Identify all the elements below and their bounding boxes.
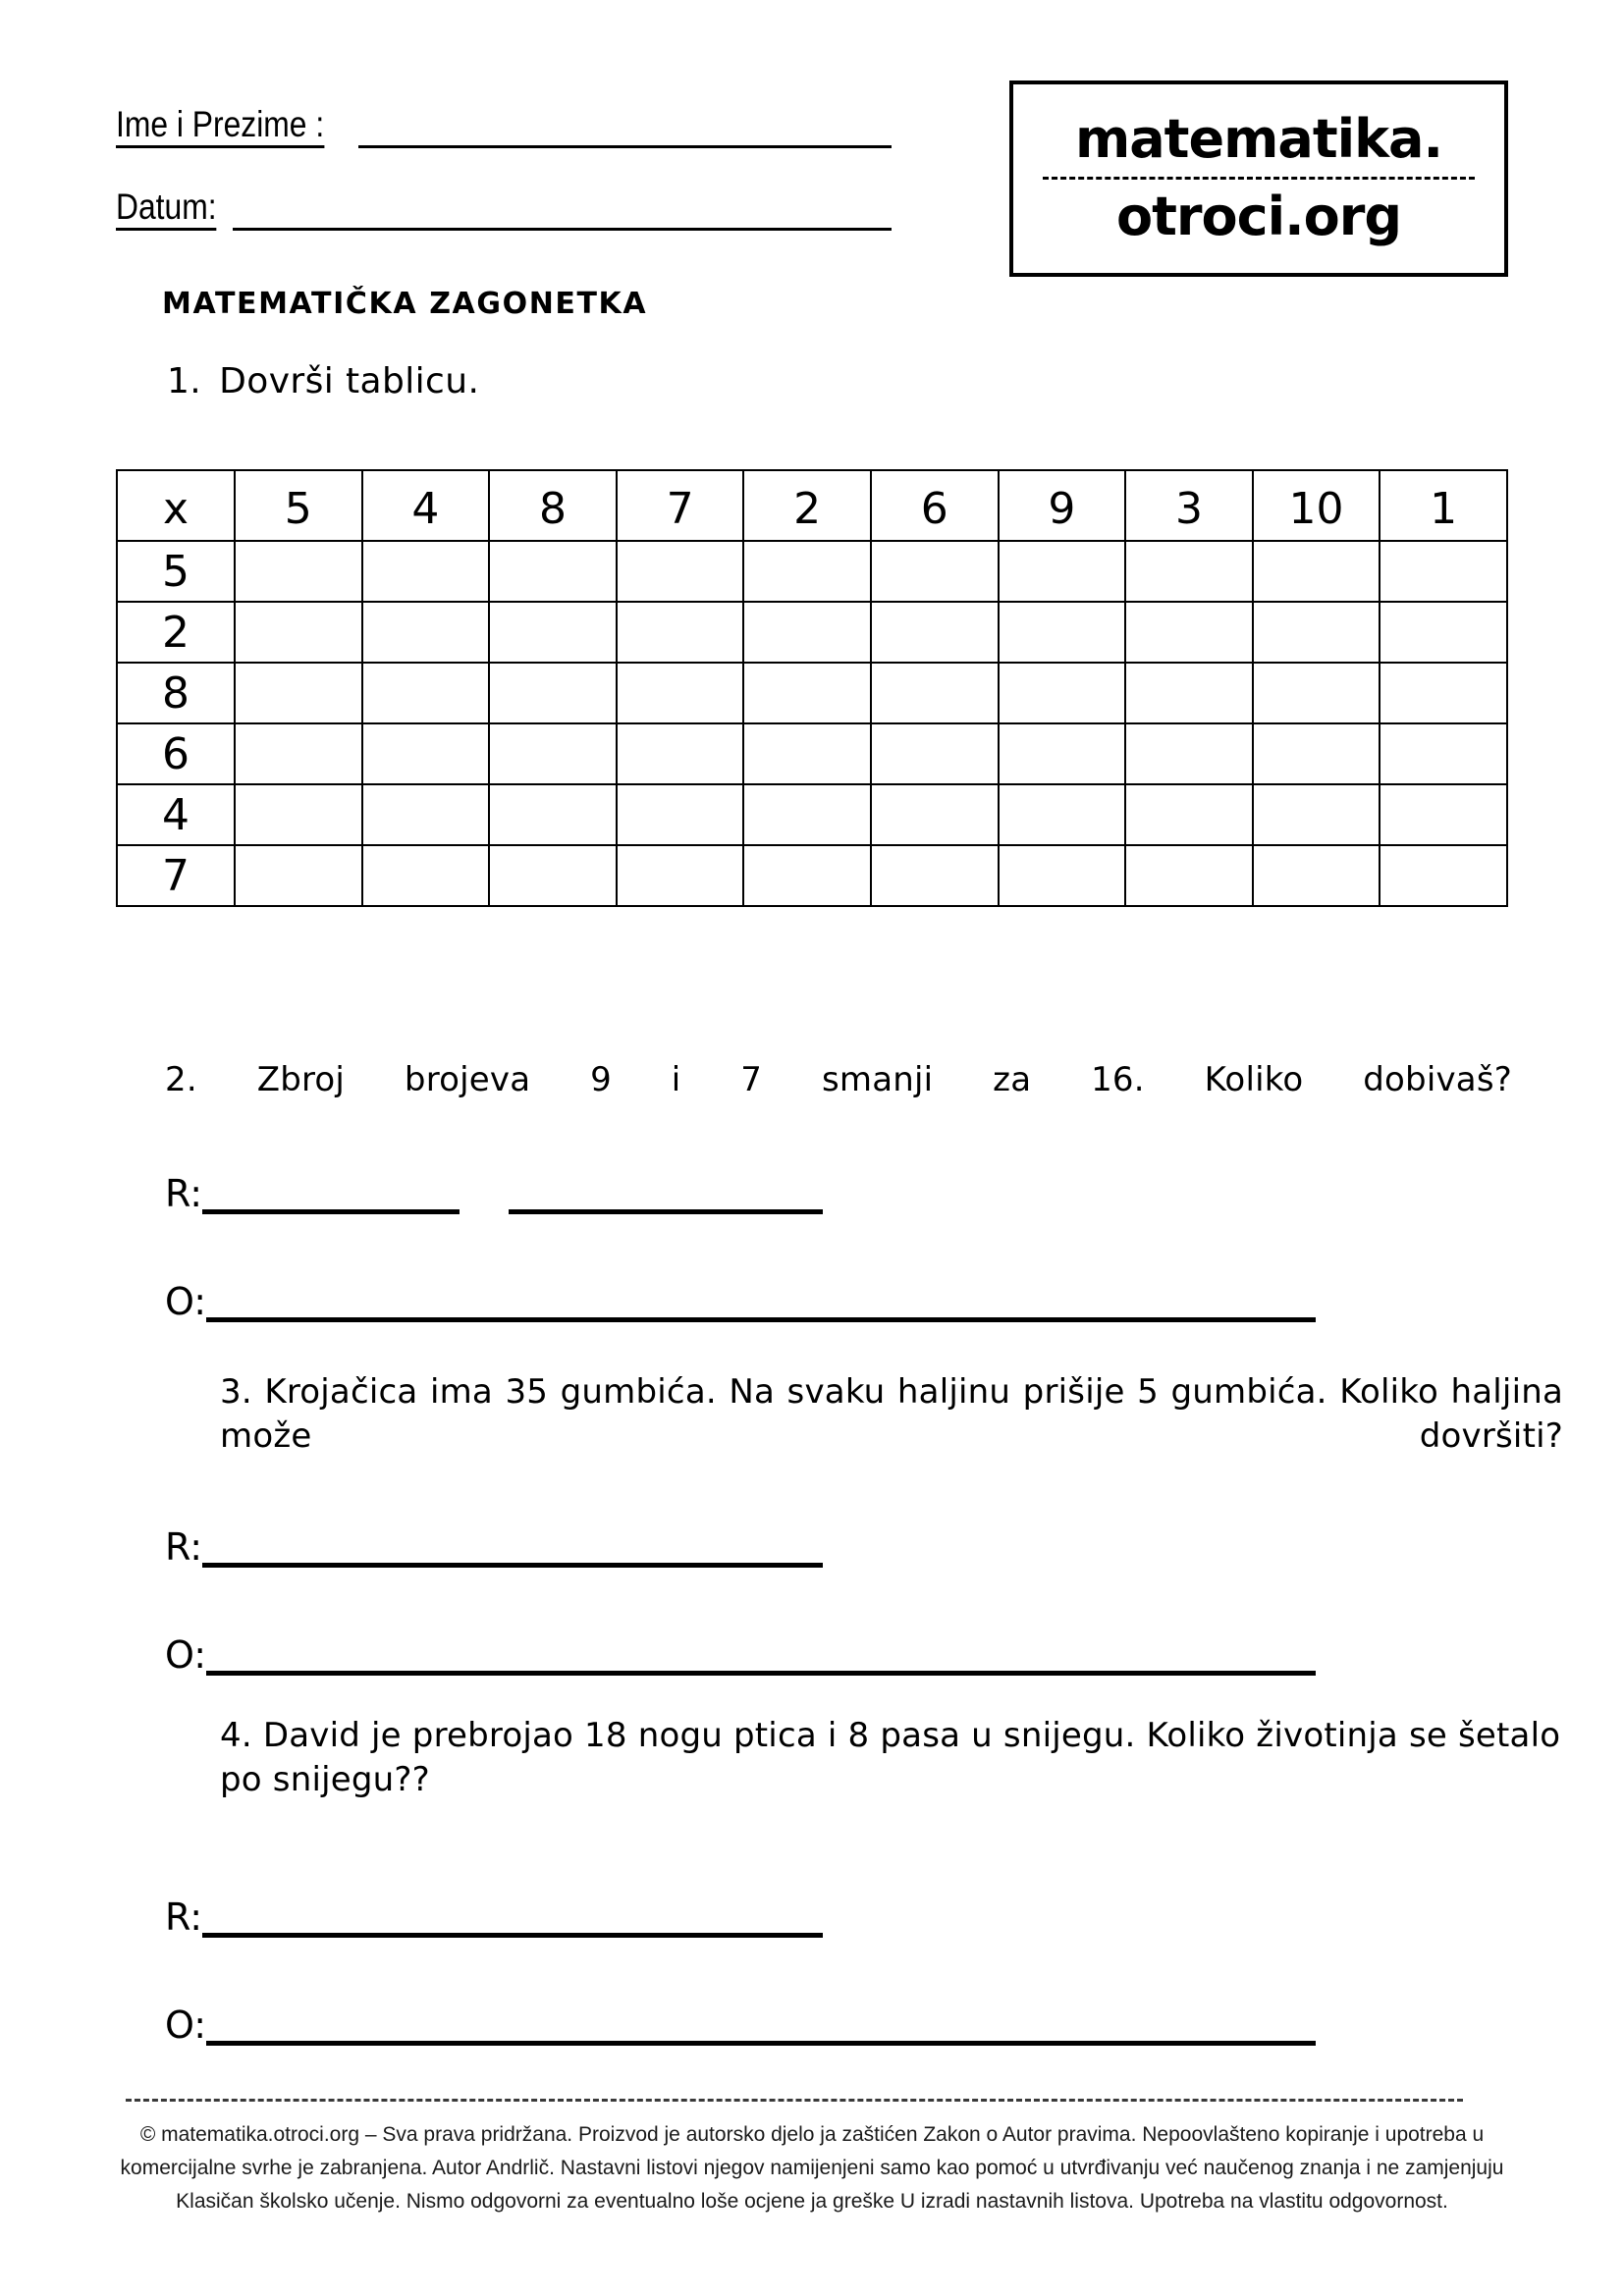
task-4-result-blank[interactable]: [202, 1933, 823, 1938]
table-answer-cell[interactable]: [489, 541, 617, 602]
table-answer-cell[interactable]: [1125, 845, 1253, 906]
task-1-label: Dovrši tablicu.: [219, 361, 480, 401]
table-answer-cell[interactable]: [1253, 602, 1380, 663]
table-column-header: 9: [999, 470, 1126, 541]
table-answer-cell[interactable]: [489, 845, 617, 906]
table-answer-cell[interactable]: [489, 602, 617, 663]
table-answer-cell[interactable]: [1125, 602, 1253, 663]
table-column-header: 3: [1125, 470, 1253, 541]
footer-line-1: © matematika.otroci.org – Sva prava pridržana. Proizvod je autorsko djelo ja zaštićen Zakon o Autor pravima. Nepoovlašteno kopiranje i upotreba u: [139, 2123, 1485, 2146]
task-2-sentence-blank[interactable]: [206, 1317, 1316, 1322]
task-3-text: [165, 1370, 1563, 1459]
table-column-header: 8: [489, 470, 617, 541]
table-answer-cell[interactable]: [362, 663, 490, 723]
task-2-result-blank-a[interactable]: [202, 1209, 460, 1214]
table-answer-cell[interactable]: [617, 784, 744, 845]
logo-divider: [1043, 177, 1475, 180]
table-answer-cell[interactable]: [1125, 541, 1253, 602]
task-1-heading: [167, 361, 479, 401]
table-answer-cell[interactable]: [871, 541, 999, 602]
task-3-sentence-blank[interactable]: [206, 1671, 1316, 1676]
table-answer-cell[interactable]: [235, 541, 362, 602]
footer-line-3: Klasičan školsko učenje. Nismo odgovorni za eventualno loše ocjene ja greške U izradi nastavnih listova. Upotreba na vlastitu odgovornost.: [176, 2190, 1448, 2214]
task-2-result-label: R:: [165, 1172, 203, 1215]
table-column-header: 7: [617, 470, 744, 541]
task-3-result-line: [165, 1517, 823, 1568]
table-column-header: 1: [1380, 470, 1507, 541]
table-answer-cell[interactable]: [489, 723, 617, 784]
table-answer-cell[interactable]: [489, 784, 617, 845]
table-answer-cell[interactable]: [362, 541, 490, 602]
table-answer-cell[interactable]: [999, 784, 1126, 845]
task-4-sentence-blank[interactable]: [206, 2041, 1316, 2046]
table-answer-cell[interactable]: [871, 784, 999, 845]
table-answer-cell[interactable]: [235, 602, 362, 663]
name-field-label: Ime i Prezime :: [116, 106, 324, 148]
table-answer-cell[interactable]: [1253, 845, 1380, 906]
table-answer-cell[interactable]: [1380, 723, 1507, 784]
table-answer-cell[interactable]: [1380, 602, 1507, 663]
table-column-header: 4: [362, 470, 490, 541]
task-3-result-blank[interactable]: [202, 1563, 823, 1568]
footer-copyright: [116, 2118, 1508, 2218]
table-answer-cell[interactable]: [235, 723, 362, 784]
site-logo: [1009, 80, 1508, 277]
task-2-question: 2. Zbroj brojeva 9 i 7 smanji za 16. Koliko dobivaš?: [165, 1060, 1512, 1099]
table-row: [117, 784, 1507, 845]
table-answer-cell[interactable]: [489, 663, 617, 723]
page-title: MATEMATIČKA ZAGONETKA: [162, 287, 648, 321]
footer-line-2: komercijalne svrhe je zabranjena. Autor Andrlič. Nastavni listovi njegov namijenjeni samo kao pomoć u utvrđivanju već naučenog znanja i ne zamjenjuju: [120, 2157, 1504, 2180]
table-column-header: 2: [743, 470, 871, 541]
task-4-text: [165, 1714, 1567, 1802]
task-4-result-line: [165, 1887, 823, 1938]
table-row-header: 5: [117, 541, 235, 602]
task-2-sentence-label: O:: [165, 1280, 207, 1323]
table-answer-cell[interactable]: [1253, 784, 1380, 845]
table-answer-cell[interactable]: [617, 541, 744, 602]
table-answer-cell[interactable]: [1380, 845, 1507, 906]
table-column-header: 6: [871, 470, 999, 541]
table-answer-cell[interactable]: [871, 602, 999, 663]
table-row-header: 6: [117, 723, 235, 784]
table-row: [117, 541, 1507, 602]
table-answer-cell[interactable]: [1380, 784, 1507, 845]
footer-divider: [126, 2099, 1463, 2102]
table-answer-cell[interactable]: [1253, 663, 1380, 723]
table-row-header: 7: [117, 845, 235, 906]
task-4-sentence-label: O:: [165, 2003, 207, 2047]
logo-line-top: matematika.: [1074, 108, 1443, 171]
task-3-sentence-label: O:: [165, 1633, 207, 1677]
table-answer-cell[interactable]: [235, 663, 362, 723]
table-answer-cell[interactable]: [999, 845, 1126, 906]
task-3-sentence-line: [165, 1625, 1316, 1676]
table-answer-cell[interactable]: [617, 723, 744, 784]
table-answer-cell[interactable]: [871, 723, 999, 784]
table-row-header: 8: [117, 663, 235, 723]
table-answer-cell[interactable]: [235, 845, 362, 906]
table-answer-cell[interactable]: [1125, 663, 1253, 723]
table-answer-cell[interactable]: [743, 541, 871, 602]
table-answer-cell[interactable]: [1380, 663, 1507, 723]
table-answer-cell[interactable]: [617, 663, 744, 723]
table-answer-cell[interactable]: [617, 602, 744, 663]
table-row-header: 2: [117, 602, 235, 663]
date-field-label: Datum:: [116, 188, 217, 231]
task-4-sentence-line: [165, 1995, 1316, 2046]
table-answer-cell[interactable]: [362, 602, 490, 663]
task-4-result-label: R:: [165, 1896, 203, 1939]
task-3-question: 3. Krojačica ima 35 gumbića. Na svaku haljinu prišije 5 gumbića. Koliko haljina može dovršiti?: [220, 1372, 1563, 1456]
table-answer-cell[interactable]: [1253, 723, 1380, 784]
table-answer-cell[interactable]: [743, 784, 871, 845]
table-answer-cell[interactable]: [235, 784, 362, 845]
task-4-question: 4. David je prebrojao 18 nogu ptica i 8 pasa u snijegu. Koliko životinja se šetalo po snijegu??: [220, 1716, 1561, 1799]
table-answer-cell[interactable]: [362, 845, 490, 906]
table-answer-cell[interactable]: [871, 845, 999, 906]
table-corner-cell: x: [117, 470, 235, 541]
table-column-header: 5: [235, 470, 362, 541]
date-field-row: [116, 188, 892, 231]
table-answer-cell[interactable]: [999, 663, 1126, 723]
table-answer-cell[interactable]: [362, 784, 490, 845]
table-answer-cell[interactable]: [999, 602, 1126, 663]
table-row: [117, 845, 1507, 906]
task-2-result-blank-b[interactable]: [509, 1209, 823, 1214]
table-answer-cell[interactable]: [743, 723, 871, 784]
table-answer-cell[interactable]: [743, 663, 871, 723]
multiplication-table: [116, 469, 1508, 907]
task-3-result-label: R:: [165, 1525, 203, 1569]
table-row: [117, 723, 1507, 784]
task-2-sentence-line: [165, 1271, 1316, 1322]
table-answer-cell[interactable]: [1380, 541, 1507, 602]
table-answer-cell[interactable]: [743, 845, 871, 906]
table-answer-cell[interactable]: [871, 663, 999, 723]
task-2-result-line: [165, 1163, 823, 1214]
task-1-number: 1.: [167, 361, 202, 401]
table-answer-cell[interactable]: [1253, 541, 1380, 602]
table-answer-cell[interactable]: [617, 845, 744, 906]
table-answer-cell[interactable]: [1125, 723, 1253, 784]
table-row-header: 4: [117, 784, 235, 845]
table-header-row: [117, 470, 1507, 541]
name-field-writing-line[interactable]: [358, 145, 892, 148]
table-answer-cell[interactable]: [1125, 784, 1253, 845]
table-answer-cell[interactable]: [999, 723, 1126, 784]
table-row: [117, 663, 1507, 723]
table-answer-cell[interactable]: [362, 723, 490, 784]
task-2-text: [165, 1058, 1512, 1102]
date-field-writing-line[interactable]: [233, 228, 892, 231]
table-answer-cell[interactable]: [743, 602, 871, 663]
name-field-row: [116, 106, 892, 148]
table-answer-cell[interactable]: [999, 541, 1126, 602]
table-row: [117, 602, 1507, 663]
logo-line-bottom: otroci.org: [1115, 186, 1402, 247]
table-column-header: 10: [1253, 470, 1380, 541]
